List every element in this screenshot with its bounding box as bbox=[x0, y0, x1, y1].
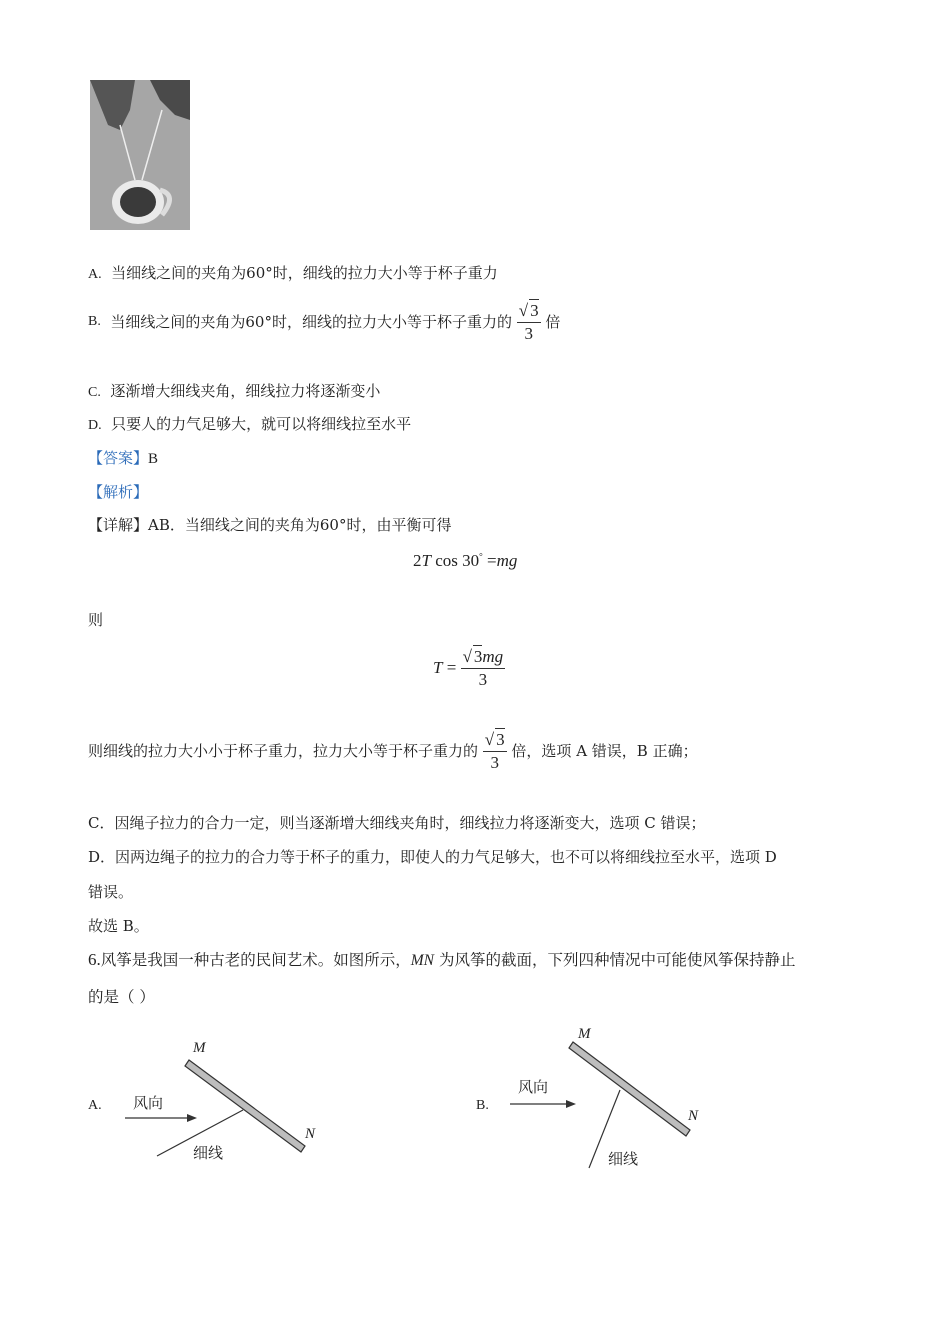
figure-a-wind-label: 风向 bbox=[133, 1094, 164, 1112]
figure-b-wind-label: 风向 bbox=[518, 1078, 549, 1096]
figure-b-label: B. bbox=[476, 1098, 489, 1113]
answer-value: B bbox=[148, 451, 159, 467]
figure-b-m: M bbox=[578, 1026, 591, 1042]
analysis-tag: 【解析】 bbox=[88, 483, 149, 501]
question-6-line-2: 的是（ ） bbox=[88, 988, 155, 1006]
figure-a-label: A. bbox=[88, 1098, 102, 1113]
option-b-fraction: $\frac{√ 3}{3}$ bbox=[518, 301, 539, 343]
figure-b-kite-section bbox=[569, 1042, 690, 1136]
cup-photo-illustration bbox=[90, 80, 190, 230]
option-b: B. 当细线之间的夹角为60°时，细线的拉力大小等于杯子重力的 $\frac{√ 3}{3}$ 倍 bbox=[88, 301, 561, 343]
explanation-c: C．因绳子拉力的合力一定，则当逐渐增大细线夹角时，细线拉力将逐渐变大，选项 C 错误； bbox=[88, 814, 706, 832]
equation-1: 2T cos 30° =mg bbox=[413, 551, 518, 570]
cup-photo bbox=[90, 80, 190, 230]
figure-a-m: M bbox=[193, 1040, 206, 1056]
then-text: 则 bbox=[88, 611, 104, 629]
explanation-d-1: D．因两边绳子的拉力的合力等于杯子的重力，即使人的力气足够大，也不可以将细线拉至水平，选项 D bbox=[88, 848, 777, 866]
figure-b-line-label: 细线 bbox=[608, 1150, 639, 1168]
mn-label: MN bbox=[410, 952, 435, 969]
figure-b-arrow-head bbox=[566, 1100, 576, 1108]
conclusion-line: 则细线的拉力大小小于杯子重力，拉力大小等于杯子重力的 $\frac{√ 3}{3}$ 倍，选项 A 错误，B 正确； bbox=[88, 730, 698, 772]
option-a: A. 当细线之间的夹角为60°时，细线的拉力大小等于杯子重力 bbox=[88, 264, 498, 282]
conclusion-fraction: $\frac{√ 3}{3}$ bbox=[484, 730, 505, 772]
figure-a-line-label: 细线 bbox=[193, 1144, 224, 1162]
answer-line bbox=[88, 448, 158, 469]
equation-2: T = $\frac{√ 3mg}{3}$ bbox=[433, 647, 504, 689]
figure-a-kite-section bbox=[185, 1060, 305, 1152]
option-c: C. 逐渐增大细线夹角，细线拉力将逐渐变小 bbox=[88, 382, 381, 400]
equation-2-fraction: $\frac{√ 3mg}{3}$ bbox=[462, 647, 504, 689]
question-6-line-1: 6.风筝是我国一种古老的民间艺术。如图所示，MN 为风筝的截面，下列四种情况中可能使风筝保持静止 bbox=[88, 950, 796, 969]
final-answer: 故选 B。 bbox=[88, 917, 149, 935]
figure-a-arrow-head bbox=[187, 1114, 197, 1122]
figure-a bbox=[115, 1030, 345, 1170]
option-d: D. 只要人的力气足够大，就可以将细线拉至水平 bbox=[88, 415, 412, 433]
figure-b bbox=[500, 1020, 730, 1180]
figure-a-n: N bbox=[305, 1126, 316, 1142]
figure-b-n: N bbox=[688, 1108, 699, 1124]
answer-tag: 【答案】 bbox=[88, 449, 149, 467]
explanation-d-2: 错误。 bbox=[88, 883, 134, 901]
detail-line: 【详解】AB．当细线之间的夹角为60°时，由平衡可得 bbox=[88, 516, 452, 534]
